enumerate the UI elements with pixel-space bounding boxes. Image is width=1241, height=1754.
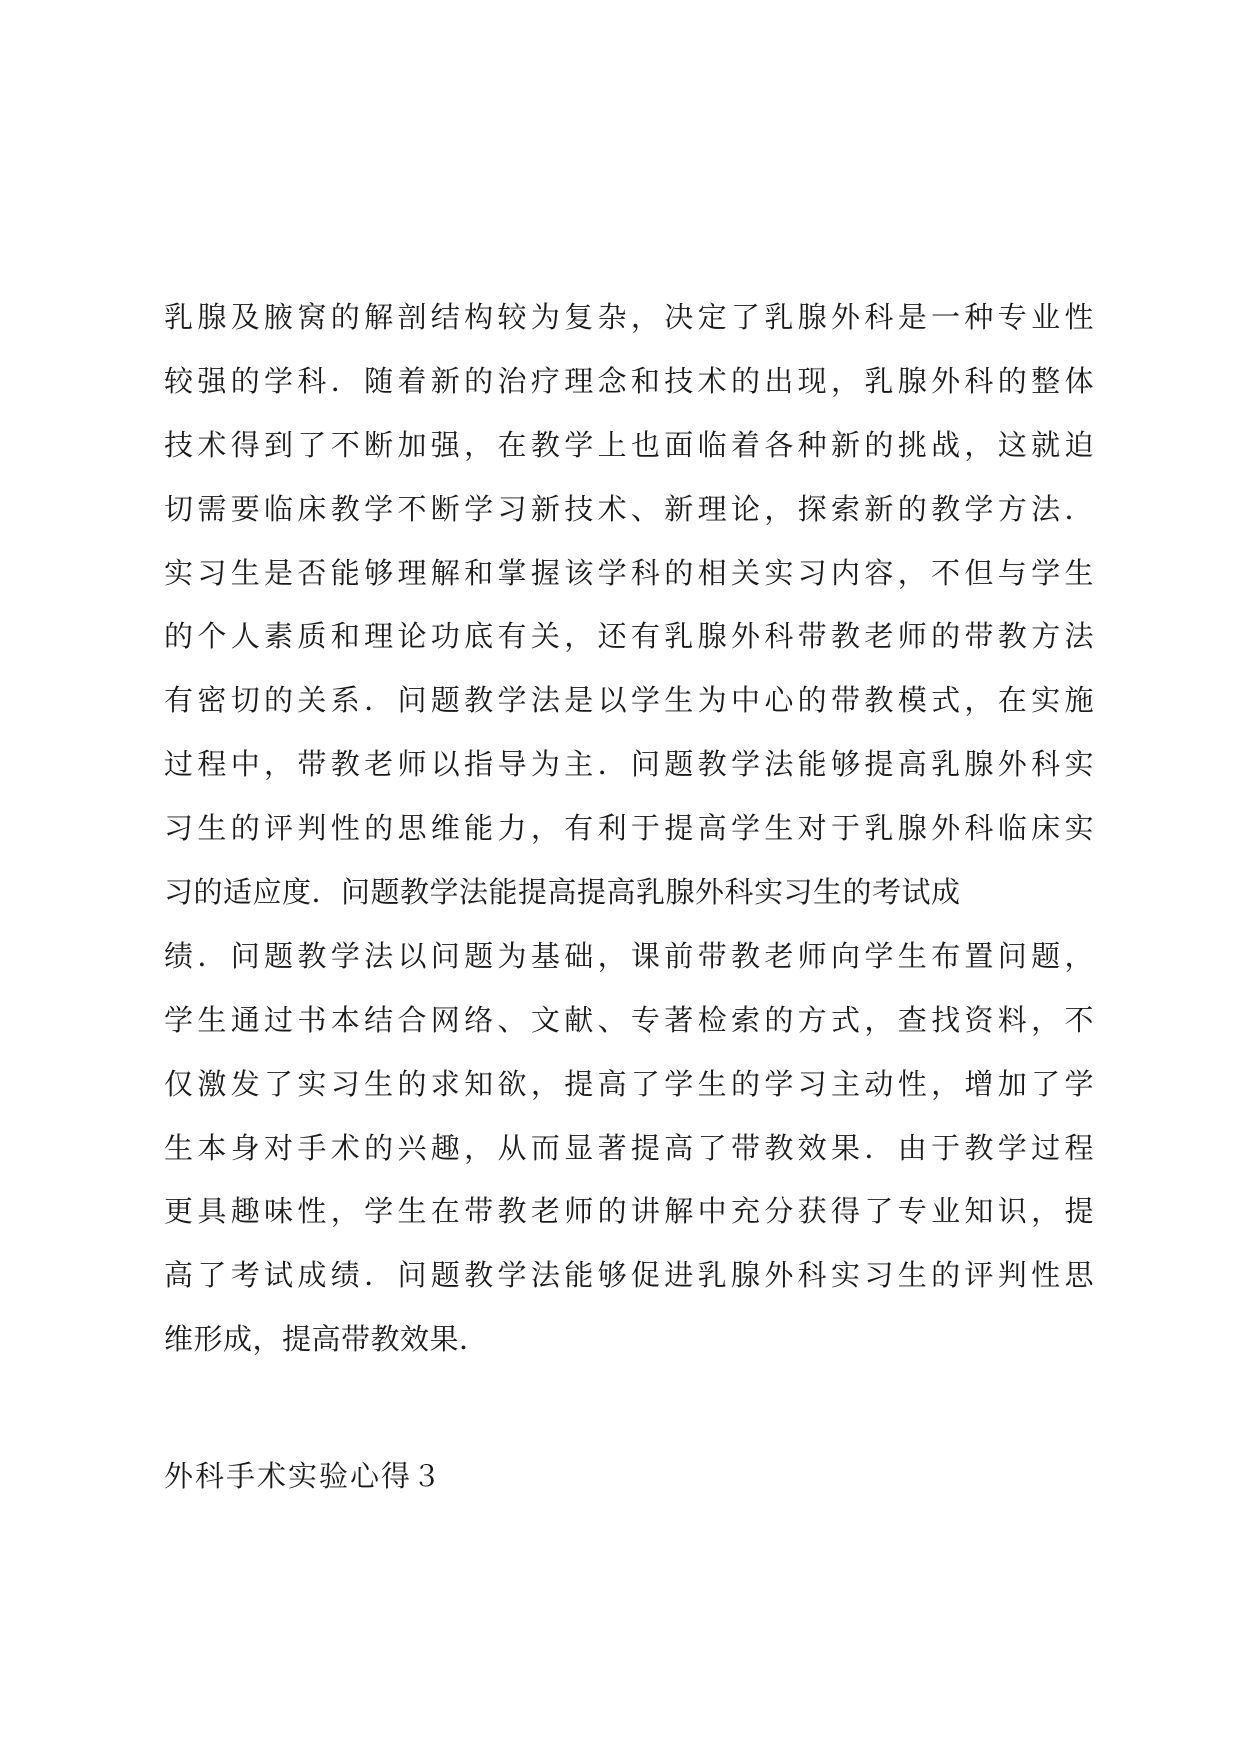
paragraph-line: 习的适应度．问题教学法能提高提高乳腺外科实习生的考试成 — [164, 875, 961, 910]
section-heading: 外科手术实验心得３ — [164, 1459, 444, 1493]
paragraph-line: 仅激发了实习生的求知欲，提高了学生的学习主动性，增加了学 — [164, 1066, 1094, 1101]
paragraph-line: 学生通过书本结合网络、文献、专著检索的方式，查找资料，不 — [164, 1002, 1094, 1037]
paragraph-line: 的个人素质和理论功底有关，还有乳腺外科带教老师的带教方法 — [164, 619, 1094, 654]
paragraph-line: 有密切的关系．问题教学法是以学生为中心的带教模式，在实施 — [164, 683, 1094, 718]
paragraph-line: 绩．问题教学法以问题为基础，课前带教老师向学生布置问题， — [164, 938, 1094, 973]
paragraph-line: 实习生是否能够理解和掌握该学科的相关实习内容，不但与学生 — [164, 555, 1094, 590]
paragraph-line: 乳腺及腋窝的解剖结构较为复杂，决定了乳腺外科是一种专业性 — [164, 300, 1094, 334]
paragraph-line: 较强的学科．随着新的治疗理念和技术的出现，乳腺外科的整体 — [164, 363, 1094, 398]
paragraph-line: 高了考试成绩．问题教学法能够促进乳腺外科实习生的评判性思 — [164, 1258, 1094, 1293]
paragraph-line: 过程中，带教老师以指导为主．问题教学法能够提高乳腺外科实 — [164, 747, 1094, 782]
paragraph-line: 更具趣味性，学生在带教老师的讲解中充分获得了专业知识，提 — [164, 1194, 1094, 1229]
paragraph-line: 维形成，提高带教效果． — [164, 1322, 489, 1357]
paragraph-line: 切需要临床教学不断学习新技术、新理论，探索新的教学方法． — [164, 491, 1094, 526]
paragraph-line: 生本身对手术的兴趣，从而显著提高了带教效果．由于教学过程 — [164, 1130, 1094, 1165]
paragraph-line: 技术得到了不断加强，在教学上也面临着各种新的挑战，这就迫 — [164, 427, 1094, 462]
paragraph-line: 习生的评判性的思维能力，有利于提高学生对于乳腺外科临床实 — [164, 811, 1094, 846]
body-paragraph — [164, 286, 1094, 1372]
